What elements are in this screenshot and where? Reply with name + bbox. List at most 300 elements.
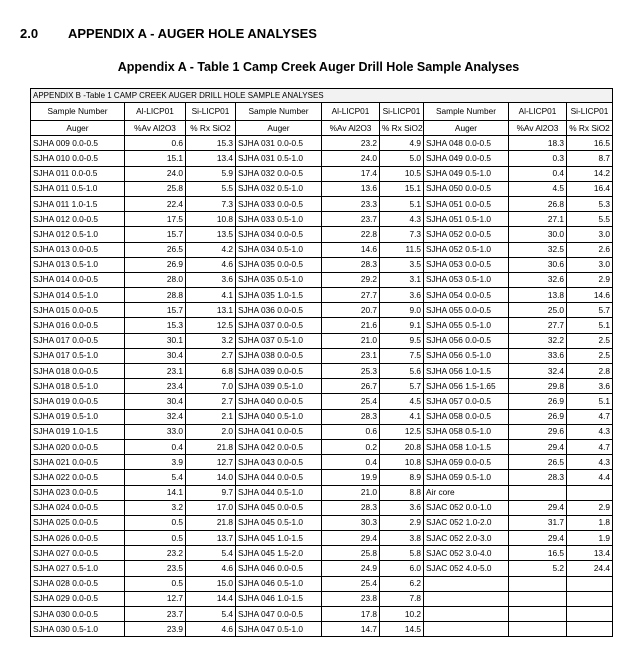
table-cell: SJHA 046 1.0-1.5 — [236, 591, 322, 606]
table-cell: SJHA 054 0.0-0.5 — [424, 288, 509, 303]
table-cell: Si-LICP01 — [567, 103, 613, 121]
table-cell: SJHA 031 0.0-0.5 — [236, 136, 322, 151]
table-cell: 3.6 — [186, 272, 236, 287]
table-cell: SJHA 011 1.0-1.5 — [31, 196, 125, 211]
table-cell: SJHA 046 0.0-0.5 — [236, 561, 322, 576]
table-cell: 0.4 — [322, 455, 380, 470]
table-cell: Auger — [424, 121, 509, 136]
table-cell: 25.0 — [509, 303, 567, 318]
table-cell: SJHA 028 0.0-0.5 — [31, 576, 125, 591]
table-row — [31, 561, 613, 576]
table-cell: 28.3 — [509, 470, 567, 485]
table-banner: APPENDIX B -Table 1 CAMP CREEK AUGER DRILL HOLE SAMPLE ANALYSES — [31, 89, 613, 103]
table-cell: SJHA 012 0.5-1.0 — [31, 227, 125, 242]
table-row — [31, 607, 613, 622]
table-cell: 2.1 — [186, 409, 236, 424]
table-cell: 11.5 — [380, 242, 424, 257]
table-row — [31, 576, 613, 591]
table-cell: SJHA 042 0.0-0.5 — [236, 439, 322, 454]
table-row — [31, 394, 613, 409]
table-cell: SJHA 047 0.0-0.5 — [236, 607, 322, 622]
table-cell: 21.6 — [322, 318, 380, 333]
table-cell — [424, 607, 509, 622]
table-cell: SJHA 041 0.0-0.5 — [236, 424, 322, 439]
table-cell: Sample Number — [424, 103, 509, 121]
table-cell: 5.3 — [567, 196, 613, 211]
table-cell: 22.8 — [322, 227, 380, 242]
table-row — [31, 470, 613, 485]
table-cell: 30.3 — [322, 515, 380, 530]
table-cell: SJHA 047 0.5-1.0 — [236, 622, 322, 637]
table-cell: % Rx SiO2 — [567, 121, 613, 136]
table-cell: SJHA 057 0.0-0.5 — [424, 394, 509, 409]
table-cell: SJHA 035 1.0-1.5 — [236, 288, 322, 303]
table-cell: SJAC 052 3.0-4.0 — [424, 546, 509, 561]
table-cell: SJHA 052 0.5-1.0 — [424, 242, 509, 257]
table-row — [31, 318, 613, 333]
table-cell: SJHA 026 0.0-0.5 — [31, 531, 125, 546]
table-cell: SJHA 039 0.5-1.0 — [236, 379, 322, 394]
table-cell: 7.8 — [380, 591, 424, 606]
table-cell: 0.3 — [509, 151, 567, 166]
table-cell: 2.0 — [186, 424, 236, 439]
table-cell: SJHA 023 0.0-0.5 — [31, 485, 125, 500]
table-cell: 2.9 — [567, 500, 613, 515]
table-row — [31, 333, 613, 348]
table-cell: 32.2 — [509, 333, 567, 348]
table-cell: 26.9 — [509, 394, 567, 409]
table-cell: 28.8 — [125, 288, 186, 303]
table-cell: 26.5 — [509, 455, 567, 470]
table-cell: 0.2 — [322, 439, 380, 454]
table-cell: 2.7 — [186, 394, 236, 409]
table-cell: 17.4 — [322, 166, 380, 181]
table-cell: SJAC 052 1.0-2.0 — [424, 515, 509, 530]
table-cell — [567, 576, 613, 591]
table-cell — [424, 622, 509, 637]
table-cell: SJHA 040 0.5-1.0 — [236, 409, 322, 424]
table-cell: 23.3 — [322, 196, 380, 211]
table-cell: 26.8 — [509, 196, 567, 211]
table-row — [31, 546, 613, 561]
table-row — [31, 485, 613, 500]
table-cell: SJHA 059 0.5-1.0 — [424, 470, 509, 485]
table-cell: SJHA 033 0.0-0.5 — [236, 196, 322, 211]
table-cell: 33.6 — [509, 348, 567, 363]
table-cell: 0.6 — [322, 424, 380, 439]
table-cell: 17.8 — [322, 607, 380, 622]
table-cell — [567, 622, 613, 637]
table-cell: 9.5 — [380, 333, 424, 348]
table-cell: SJHA 051 0.0-0.5 — [424, 196, 509, 211]
table-cell: 7.3 — [380, 227, 424, 242]
table-cell: 28.3 — [322, 409, 380, 424]
table-cell: 4.7 — [567, 439, 613, 454]
table-cell: 5.9 — [186, 166, 236, 181]
table-cell: 32.4 — [125, 409, 186, 424]
table-cell: SJHA 019 0.5-1.0 — [31, 409, 125, 424]
table-row — [31, 515, 613, 530]
table-cell: SJHA 031 0.5-1.0 — [236, 151, 322, 166]
table-cell: 31.7 — [509, 515, 567, 530]
section-number: 2.0 — [20, 26, 39, 41]
table-cell: 10.8 — [186, 212, 236, 227]
table-cell: 3.0 — [567, 257, 613, 272]
table-row — [31, 409, 613, 424]
table-cell: SJHA 048 0.0-0.5 — [424, 136, 509, 151]
table-cell: 24.4 — [567, 561, 613, 576]
table-cell: 0.5 — [125, 576, 186, 591]
table-cell: 26.9 — [509, 409, 567, 424]
table-cell: SJHA 030 0.0-0.5 — [31, 607, 125, 622]
table-cell: 10.5 — [380, 166, 424, 181]
table-cell: Al-LICP01 — [509, 103, 567, 121]
table-row — [31, 151, 613, 166]
table-cell: SJHA 033 0.5-1.0 — [236, 212, 322, 227]
table-cell: SJHA 045 1.5-2.0 — [236, 546, 322, 561]
table-cell: 21.8 — [186, 515, 236, 530]
table-cell: 3.8 — [380, 531, 424, 546]
table-cell: Si-LICP01 — [380, 103, 424, 121]
table-cell: 7.0 — [186, 379, 236, 394]
table-cell: 12.5 — [380, 424, 424, 439]
table-cell: 8.7 — [567, 151, 613, 166]
table-cell: 2.7 — [186, 348, 236, 363]
table-cell: 19.9 — [322, 470, 380, 485]
table-cell: SJHA 020 0.0-0.5 — [31, 439, 125, 454]
table-cell: 1.8 — [567, 515, 613, 530]
table-cell: 9.1 — [380, 318, 424, 333]
table-cell: SJHA 034 0.5-1.0 — [236, 242, 322, 257]
table-cell: 4.1 — [186, 288, 236, 303]
table-cell: 3.2 — [125, 500, 186, 515]
table-cell: 3.6 — [380, 500, 424, 515]
table-cell: 4.2 — [186, 242, 236, 257]
table-cell: SJHA 024 0.0-0.5 — [31, 500, 125, 515]
table-cell: 3.1 — [380, 272, 424, 287]
table-cell: Air core — [424, 485, 509, 500]
table-cell: 27.7 — [509, 318, 567, 333]
table-cell: 12.7 — [186, 455, 236, 470]
table-cell: 16.5 — [509, 546, 567, 561]
table-cell: 13.4 — [567, 546, 613, 561]
table-cell — [424, 576, 509, 591]
table-cell: SJHA 019 0.0-0.5 — [31, 394, 125, 409]
table-cell: 2.9 — [380, 515, 424, 530]
table-cell: 29.4 — [509, 531, 567, 546]
table-cell: SJHA 019 1.0-1.5 — [31, 424, 125, 439]
table-cell: 32.6 — [509, 272, 567, 287]
table-cell: SJHA 046 0.5-1.0 — [236, 576, 322, 591]
table-cell: SJHA 049 0.0-0.5 — [424, 151, 509, 166]
table-cell: 14.4 — [186, 591, 236, 606]
table-row — [31, 500, 613, 515]
table-cell: 5.1 — [567, 394, 613, 409]
table-cell: 26.7 — [322, 379, 380, 394]
table-cell — [509, 591, 567, 606]
table-cell: 4.3 — [567, 424, 613, 439]
table-cell: Al-LICP01 — [125, 103, 186, 121]
table-cell: SJAC 052 2.0-3.0 — [424, 531, 509, 546]
table-cell: 25.8 — [125, 181, 186, 196]
table-cell: 13.4 — [186, 151, 236, 166]
table-cell: 5.7 — [380, 379, 424, 394]
table-cell: 23.8 — [322, 591, 380, 606]
table-cell: 7.5 — [380, 348, 424, 363]
table-cell: 4.5 — [380, 394, 424, 409]
table-cell: 4.9 — [380, 136, 424, 151]
table-cell: 5.6 — [380, 364, 424, 379]
table-cell: 25.4 — [322, 576, 380, 591]
table-cell: SJHA 055 0.5-1.0 — [424, 318, 509, 333]
table-cell: SJHA 051 0.5-1.0 — [424, 212, 509, 227]
table-cell: SJHA 044 0.0-0.5 — [236, 470, 322, 485]
table-cell: 28.3 — [322, 257, 380, 272]
table-cell: 30.6 — [509, 257, 567, 272]
table-cell: SJHA 043 0.0-0.5 — [236, 455, 322, 470]
table-row — [31, 227, 613, 242]
table-cell: SJHA 045 1.0-1.5 — [236, 531, 322, 546]
table-cell — [424, 591, 509, 606]
table-cell: 33.0 — [125, 424, 186, 439]
table-cell: 28.0 — [125, 272, 186, 287]
table-cell: 5.8 — [380, 546, 424, 561]
table-header-row — [31, 103, 613, 121]
table-cell: 8.8 — [380, 485, 424, 500]
table-cell: SJHA 052 0.0-0.5 — [424, 227, 509, 242]
table-cell: 5.5 — [567, 212, 613, 227]
table-cell: SJHA 013 0.0-0.5 — [31, 242, 125, 257]
table-cell: SJHA 055 0.0-0.5 — [424, 303, 509, 318]
table-cell: Sample Number — [31, 103, 125, 121]
table-cell: 27.7 — [322, 288, 380, 303]
table-cell: 26.5 — [125, 242, 186, 257]
table-cell: SJHA 018 0.5-1.0 — [31, 379, 125, 394]
table-cell: 5.2 — [509, 561, 567, 576]
table-cell: 26.9 — [125, 257, 186, 272]
table-row — [31, 348, 613, 363]
table-cell: %Av Al2O3 — [322, 121, 380, 136]
table-cell: SJHA 039 0.0-0.5 — [236, 364, 322, 379]
table-cell: 14.0 — [186, 470, 236, 485]
table-cell: 21.0 — [322, 333, 380, 348]
table-cell: SJHA 012 0.0-0.5 — [31, 212, 125, 227]
table-cell: SJHA 018 0.0-0.5 — [31, 364, 125, 379]
table-cell: 15.3 — [125, 318, 186, 333]
table-cell: SJHA 037 0.5-1.0 — [236, 333, 322, 348]
table-cell: SJHA 056 1.5-1.65 — [424, 379, 509, 394]
table-cell: 4.6 — [186, 622, 236, 637]
table-cell: 3.9 — [125, 455, 186, 470]
table-cell: 4.5 — [509, 181, 567, 196]
table-cell: 4.7 — [567, 409, 613, 424]
table-cell: Auger — [31, 121, 125, 136]
table-row — [31, 303, 613, 318]
table-cell: 3.5 — [380, 257, 424, 272]
table-cell: SJAC 052 0.0-1.0 — [424, 500, 509, 515]
table-cell: 2.6 — [567, 242, 613, 257]
table-cell: 27.1 — [509, 212, 567, 227]
table-cell: 13.7 — [186, 531, 236, 546]
table-cell: SJHA 037 0.0-0.5 — [236, 318, 322, 333]
table-cell: 25.3 — [322, 364, 380, 379]
table-cell: SJHA 056 0.5-1.0 — [424, 348, 509, 363]
table-cell: 15.1 — [125, 151, 186, 166]
table-cell: 10.2 — [380, 607, 424, 622]
table-cell: 4.6 — [186, 561, 236, 576]
table-row — [31, 591, 613, 606]
table-cell: SJHA 027 0.0-0.5 — [31, 546, 125, 561]
table-subheader-row — [31, 121, 613, 136]
table-cell: 12.7 — [125, 591, 186, 606]
table-cell: SJHA 009 0.0-0.5 — [31, 136, 125, 151]
table-cell: SJHA 053 0.5-1.0 — [424, 272, 509, 287]
table-cell: 14.6 — [567, 288, 613, 303]
table-cell: 2.8 — [567, 364, 613, 379]
table-cell: SJHA 027 0.5-1.0 — [31, 561, 125, 576]
table-cell: 23.4 — [125, 379, 186, 394]
table-cell: SJHA 035 0.5-1.0 — [236, 272, 322, 287]
table-cell: 32.4 — [509, 364, 567, 379]
table-cell: 13.6 — [322, 181, 380, 196]
table-cell — [509, 622, 567, 637]
table-cell: SJHA 016 0.0-0.5 — [31, 318, 125, 333]
table-row — [31, 136, 613, 151]
table-cell: SJHA 034 0.0-0.5 — [236, 227, 322, 242]
table-cell: SJHA 029 0.0-0.5 — [31, 591, 125, 606]
table-cell: SJHA 056 0.0-0.5 — [424, 333, 509, 348]
table-row — [31, 531, 613, 546]
table-cell: 2.5 — [567, 333, 613, 348]
table-cell: SJHA 030 0.5-1.0 — [31, 622, 125, 637]
auger-analyses-table — [30, 88, 613, 637]
table-cell: 14.6 — [322, 242, 380, 257]
table-cell: 15.0 — [186, 576, 236, 591]
table-cell: 5.1 — [567, 318, 613, 333]
table-cell: 0.4 — [509, 166, 567, 181]
table-row — [31, 212, 613, 227]
table-cell: 5.4 — [186, 546, 236, 561]
table-cell: 4.3 — [567, 455, 613, 470]
table-cell: SJHA 011 0.0-0.5 — [31, 166, 125, 181]
table-cell: 24.0 — [125, 166, 186, 181]
table-cell: 25.4 — [322, 394, 380, 409]
table-cell: 1.9 — [567, 531, 613, 546]
table-cell: SJHA 025 0.0-0.5 — [31, 515, 125, 530]
table-cell: 23.1 — [322, 348, 380, 363]
table-cell: 16.4 — [567, 181, 613, 196]
table-cell: SJHA 035 0.0-0.5 — [236, 257, 322, 272]
table-cell: 14.1 — [125, 485, 186, 500]
table-cell: 5.0 — [380, 151, 424, 166]
table-cell — [509, 576, 567, 591]
table-cell: 13.8 — [509, 288, 567, 303]
table-cell: 15.7 — [125, 303, 186, 318]
table-cell: Auger — [236, 121, 322, 136]
table-cell: SJHA 059 0.0-0.5 — [424, 455, 509, 470]
table-cell: 23.1 — [125, 364, 186, 379]
table-cell: SJHA 036 0.0-0.5 — [236, 303, 322, 318]
table-cell: 30.4 — [125, 394, 186, 409]
table-cell: 17.0 — [186, 500, 236, 515]
table-cell: SJHA 058 0.5-1.0 — [424, 424, 509, 439]
table-cell: SJHA 038 0.0-0.5 — [236, 348, 322, 363]
table-cell: 29.2 — [322, 272, 380, 287]
table-cell: 16.5 — [567, 136, 613, 151]
table-cell: SJHA 044 0.5-1.0 — [236, 485, 322, 500]
table-cell: 15.1 — [380, 181, 424, 196]
section-heading — [20, 26, 317, 41]
table-cell: 9.0 — [380, 303, 424, 318]
table-cell: 30.1 — [125, 333, 186, 348]
table-row — [31, 364, 613, 379]
table-cell: 3.2 — [186, 333, 236, 348]
table-cell: 5.1 — [380, 196, 424, 211]
table-cell: 17.5 — [125, 212, 186, 227]
table-cell: 4.1 — [380, 409, 424, 424]
table-cell: 12.5 — [186, 318, 236, 333]
table-cell: 8.9 — [380, 470, 424, 485]
table-cell: Al-LICP01 — [322, 103, 380, 121]
table-cell: 4.4 — [567, 470, 613, 485]
table-cell: 13.1 — [186, 303, 236, 318]
table-cell: %Av Al2O3 — [125, 121, 186, 136]
table-cell: Sample Number — [236, 103, 322, 121]
table-cell: 3.0 — [567, 227, 613, 242]
table-cell: SJHA 058 1.0-1.5 — [424, 439, 509, 454]
table-cell: SJHA 021 0.0-0.5 — [31, 455, 125, 470]
table-cell: SJHA 014 0.5-1.0 — [31, 288, 125, 303]
table-cell: % Rx SiO2 — [380, 121, 424, 136]
table-cell: SJHA 015 0.0-0.5 — [31, 303, 125, 318]
table-cell: 9.7 — [186, 485, 236, 500]
table-cell — [567, 607, 613, 622]
table-row — [31, 166, 613, 181]
table-cell: Si-LICP01 — [186, 103, 236, 121]
table-cell: 23.5 — [125, 561, 186, 576]
table-cell — [509, 607, 567, 622]
table-cell: 3.6 — [380, 288, 424, 303]
table-cell: 5.5 — [186, 181, 236, 196]
table-cell: 6.8 — [186, 364, 236, 379]
table-cell: 21.8 — [186, 439, 236, 454]
table-cell: SJHA 017 0.0-0.5 — [31, 333, 125, 348]
table-cell: SJHA 056 1.0-1.5 — [424, 364, 509, 379]
table-cell: 4.3 — [380, 212, 424, 227]
table-cell: SJHA 050 0.0-0.5 — [424, 181, 509, 196]
table-cell: 29.8 — [509, 379, 567, 394]
table-cell: 28.3 — [322, 500, 380, 515]
table-cell: 0.5 — [125, 515, 186, 530]
table-cell: 6.2 — [380, 576, 424, 591]
table-row — [31, 622, 613, 637]
table-cell: 22.4 — [125, 196, 186, 211]
table-cell: 5.4 — [125, 470, 186, 485]
table-cell: SJHA 017 0.5-1.0 — [31, 348, 125, 363]
table-cell: 23.2 — [125, 546, 186, 561]
table-row — [31, 379, 613, 394]
table-cell: 2.5 — [567, 348, 613, 363]
table-cell: 23.2 — [322, 136, 380, 151]
table-cell: SJHA 013 0.5-1.0 — [31, 257, 125, 272]
table-cell: 2.9 — [567, 272, 613, 287]
table-cell: 24.0 — [322, 151, 380, 166]
table-cell: SJHA 053 0.0-0.5 — [424, 257, 509, 272]
table-cell: 29.6 — [509, 424, 567, 439]
table-cell: 20.8 — [380, 439, 424, 454]
table-cell: 0.5 — [125, 531, 186, 546]
table-cell: 23.7 — [322, 212, 380, 227]
